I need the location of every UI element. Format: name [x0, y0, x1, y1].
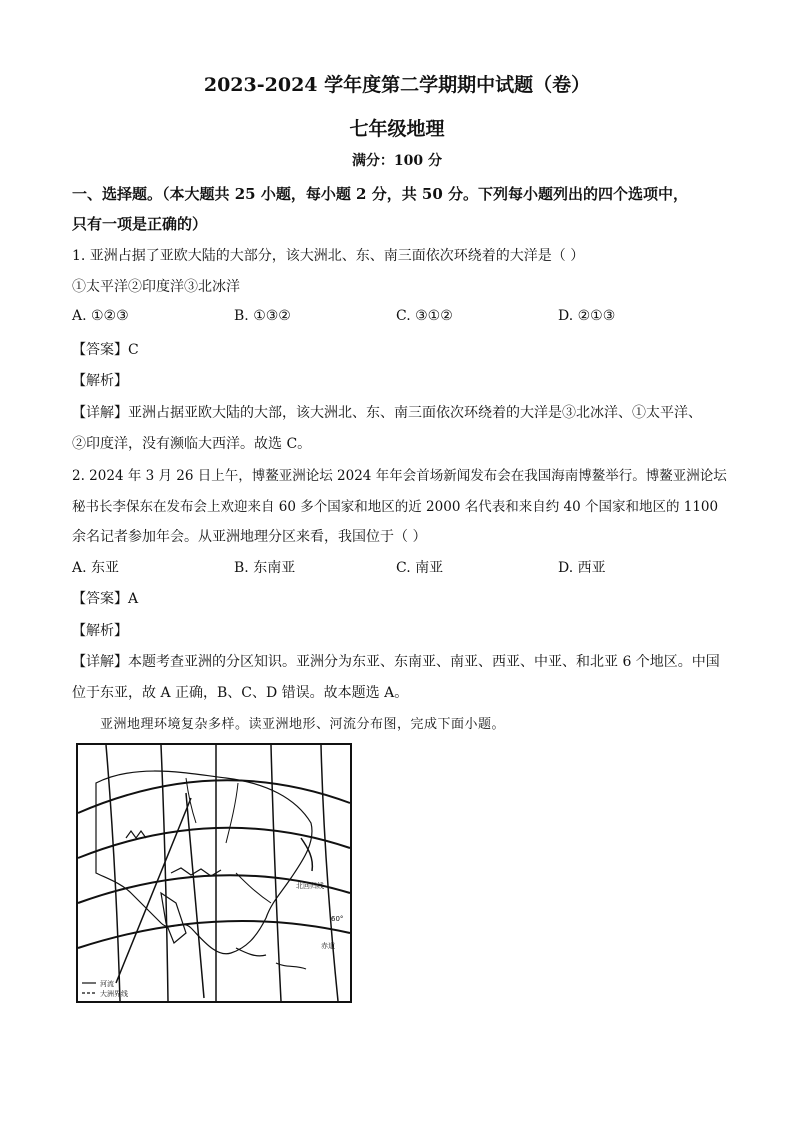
q1-detail-line2: ②印度洋，没有濒临大西洋。故选 C。 [72, 436, 312, 452]
asia-map-svg [76, 743, 352, 1003]
answer-tag: 【答案】 [72, 342, 128, 358]
detail-text: 本题考查亚洲的分区知识。亚洲分为东亚、东南亚、南亚、西亚、中亚、和北亚 6 个地区。中国 [128, 654, 720, 670]
q2-analysis-tag: 【解析】 [72, 623, 128, 639]
label-tropic: 北回归线 [296, 882, 324, 890]
label-latitude-60: 60° [331, 915, 344, 923]
q1-option-b: B. ①③② [234, 308, 291, 324]
exam-subject: 七年级地理 [349, 118, 445, 140]
q2-option-c: C. 南亚 [396, 560, 444, 576]
q2-answer [72, 588, 138, 608]
legend-continent-boundary: 大洲界线 [100, 990, 128, 998]
exam-title: 2023-2024 学年度第二学期期中试题（卷） [203, 74, 591, 96]
q2-option-a: A. 东亚 [72, 560, 120, 576]
answer-value: C [128, 342, 139, 358]
q1-option-a: A. ①②③ [72, 308, 129, 324]
q1-stem: 1. 亚洲占据了亚欧大陆的大部分，该大洲北、东、南三面依次环绕着的大洋是（ ） [72, 248, 585, 264]
q1-option-c: C. ③①② [396, 308, 453, 324]
q1-answer [72, 339, 139, 359]
q1-analysis-tag: 【解析】 [72, 373, 128, 389]
q1-choices: ①太平洋②印度洋③北冰洋 [72, 279, 240, 295]
q1-detail-line1 [72, 402, 702, 422]
q2-detail-line1 [72, 651, 720, 671]
section-heading-line2: 只有一项是正确的） [72, 215, 208, 233]
q2-option-d: D. 西亚 [558, 560, 606, 576]
detail-text: 亚洲占据亚欧大陆的大部，该大洲北、东、南三面依次环绕着的大洋是③北冰洋、①太平洋、 [128, 405, 702, 421]
asia-map-figure [76, 743, 352, 1003]
q2-detail-line2: 位于东亚，故 A 正确，B、C、D 错误。故本题选 A。 [72, 685, 409, 701]
q3-intro: 亚洲地理环境复杂多样。读亚洲地形、河流分布图，完成下面小题。 [100, 717, 506, 732]
q2-stem-line3: 余名记者参加年会。从亚洲地理分区来看，我国位于（ ） [72, 529, 427, 545]
q1-option-d: D. ②①③ [558, 308, 616, 324]
exam-score: 满分：100 分 [351, 153, 443, 169]
q2-option-b: B. 东南亚 [234, 560, 296, 576]
section-heading-line1: 一、选择题。（本大题共 25 小题，每小题 2 分，共 50 分。下列每小题列出的四个选项中， [72, 185, 689, 203]
answer-value: A [128, 591, 139, 607]
answer-tag: 【答案】 [72, 591, 128, 607]
legend-river: 河流 [100, 980, 114, 988]
label-equator: 赤道 [321, 942, 335, 950]
detail-tag: 【详解】 [72, 654, 128, 670]
detail-tag: 【详解】 [72, 405, 128, 421]
q2-stem-line1: 2. 2024 年 3 月 26 日上午，博鳌亚洲论坛 2024 年年会首场新闻发布会在我国海南博鳌举行。博鳌亚洲论坛 [72, 468, 727, 484]
q2-stem-line2: 秘书长李保东在发布会上欢迎来自 60 多个国家和地区的近 2000 名代表和来自约 40 个国家和地区的 1100 [72, 499, 719, 515]
